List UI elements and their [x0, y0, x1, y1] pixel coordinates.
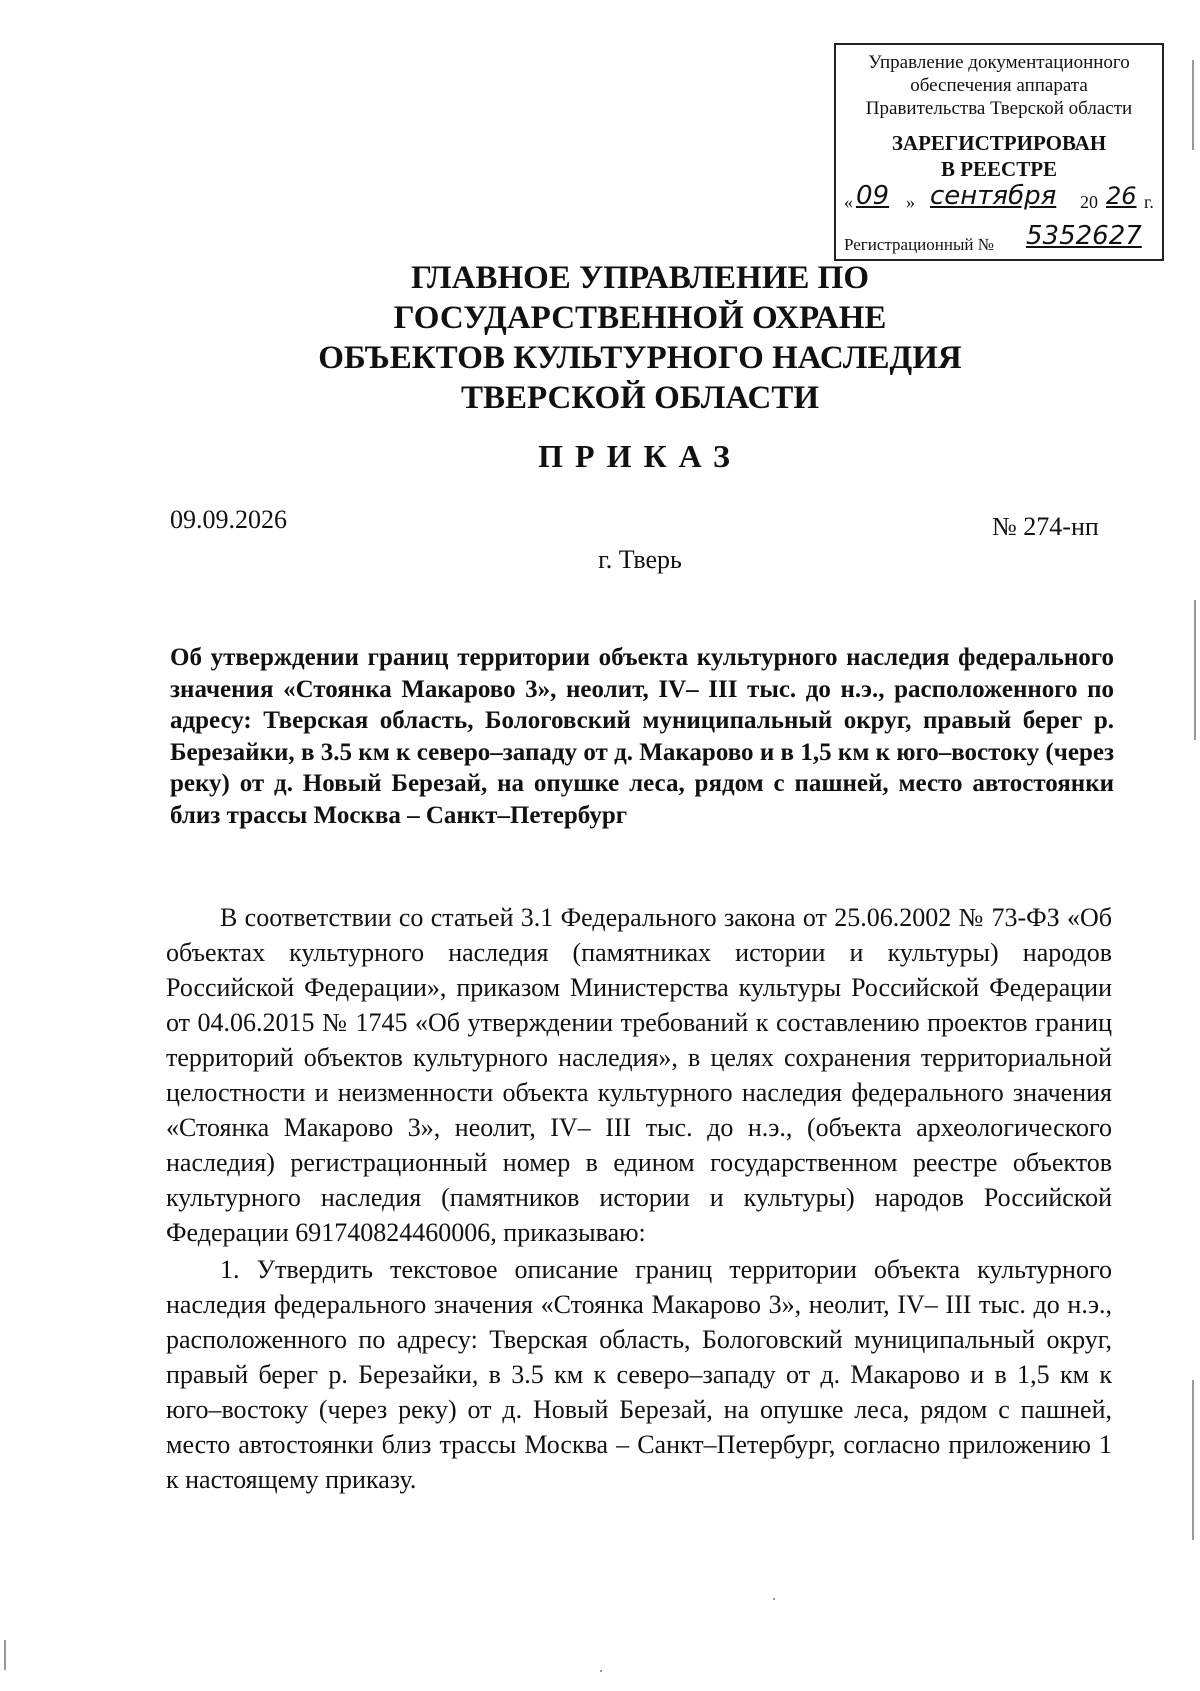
- body-paragraph-preamble: В соответствии со статьей 3.1 Федерального закона от 25.06.2002 № 73-ФЗ «Об объектах культурного наследия (памятниках истории и культуры) народов Российской Федерации», приказом Министерства культуры Российской Федерации от 04.06.2015 № 1745 «Об утверждении требований к составлению проектов границ территорий объектов культурного наследия», в целях сохранения территориальной целостности и неизменности объекта культурного наследия федерального значения «Стоянка Макарово 3», неолит, IV– III тыс. до н.э., (объекта археологического наследия) регистрационный номер в едином государственном реестре объектов культурного наследия (памятников истории и культуры) народов Российской Федерации 691740824460006, приказываю:: [166, 903, 1112, 1247]
- agency-heading: [220, 258, 1060, 418]
- scan-speck: [600, 1670, 602, 1672]
- order-number: № 274-нп: [992, 512, 1099, 541]
- stamp-number-line: [844, 221, 1156, 257]
- stamp-year-handwritten: 26: [1106, 182, 1137, 210]
- stamp-year-suffix: г.: [1144, 192, 1154, 212]
- stamp-department: [836, 45, 1162, 120]
- order-city: г. Тверь: [598, 545, 682, 574]
- stamp-department-line-2: обеспечения аппарата: [910, 75, 1088, 96]
- stamp-year-prefix: 20: [1080, 192, 1098, 212]
- agency-heading-line-4: ТВЕРСКОЙ ОБЛАСТИ: [460, 380, 820, 416]
- stamp-day-handwritten: 09: [856, 181, 890, 211]
- order-subject: Об утверждении границ территории объекта культурного наследия федерального значения «Стоянка Макарово 3», неолит, IV– III тыс. до н.э., расположенного по адресу: Тверская область, Бологовский муниципальный округ, правый берег р. Березайки, в 3.5 км к северо–западу от д. Макарово и в 1,5 км к юго–востоку (через реку) от д. Новый Березай, на опушке леса, рядом с пашней, место автостоянки близ трассы Москва – Санкт–Петербург: [170, 644, 1114, 829]
- stamp-number-handwritten: 5352627: [1026, 221, 1142, 251]
- agency-heading-line-3: ОБЪЕКТОВ КУЛЬТУРНОГО НАСЛЕДИЯ: [318, 340, 962, 376]
- stamp-date-line: [844, 181, 1156, 219]
- scan-edge-mark: [4, 1640, 6, 1670]
- agency-heading-line-1: ГЛАВНОЕ УПРАВЛЕНИЕ ПО: [411, 260, 869, 296]
- stamp-registered-title: [836, 130, 1162, 182]
- scan-speck: [773, 1598, 775, 1600]
- body-paragraph-item-1: 1. Утвердить текстовое описание границ территории объекта культурного наследия федерального значения «Стоянка Макарово 3», неолит, IV– III тыс. до н.э., расположенного по адресу: Тверская область, Бологовский муниципальный округ, правый берег р. Березайки, в 3.5 км к северо–западу от д. Макарово и в 1,5 км к юго–востоку (через реку) от д. Новый Березай, на опушке леса, рядом с пашней, место автостоянки близ трассы Москва – Санкт–Петербург, согласно приложению 1 к настоящему приказу.: [166, 1255, 1112, 1494]
- stamp-quote-open: «: [844, 192, 853, 212]
- order-body: [166, 900, 1112, 1497]
- scan-edge-mark: [1192, 1380, 1194, 1540]
- order-title: ПРИКАЗ: [538, 438, 742, 474]
- stamp-month-handwritten: сентября: [930, 181, 1057, 211]
- agency-heading-line-2: ГОСУДАРСТВЕННОЙ ОХРАНЕ: [393, 300, 887, 336]
- registration-stamp: [834, 43, 1164, 261]
- scan-edge-mark: [1194, 600, 1196, 740]
- stamp-number-label: Регистрационный №: [844, 235, 994, 254]
- stamp-department-line-3: Правительства Тверской области: [865, 98, 1133, 119]
- scan-edge-mark: [1192, 60, 1194, 150]
- stamp-quote-close: »: [906, 192, 915, 212]
- order-date: 09.09.2026: [170, 505, 287, 534]
- stamp-department-line-1: Управление документационного: [868, 52, 1130, 73]
- stamp-registered-line-1: ЗАРЕГИСТРИРОВАН: [891, 131, 1107, 155]
- stamp-registered-line-2: В РЕЕСТРЕ: [940, 157, 1058, 181]
